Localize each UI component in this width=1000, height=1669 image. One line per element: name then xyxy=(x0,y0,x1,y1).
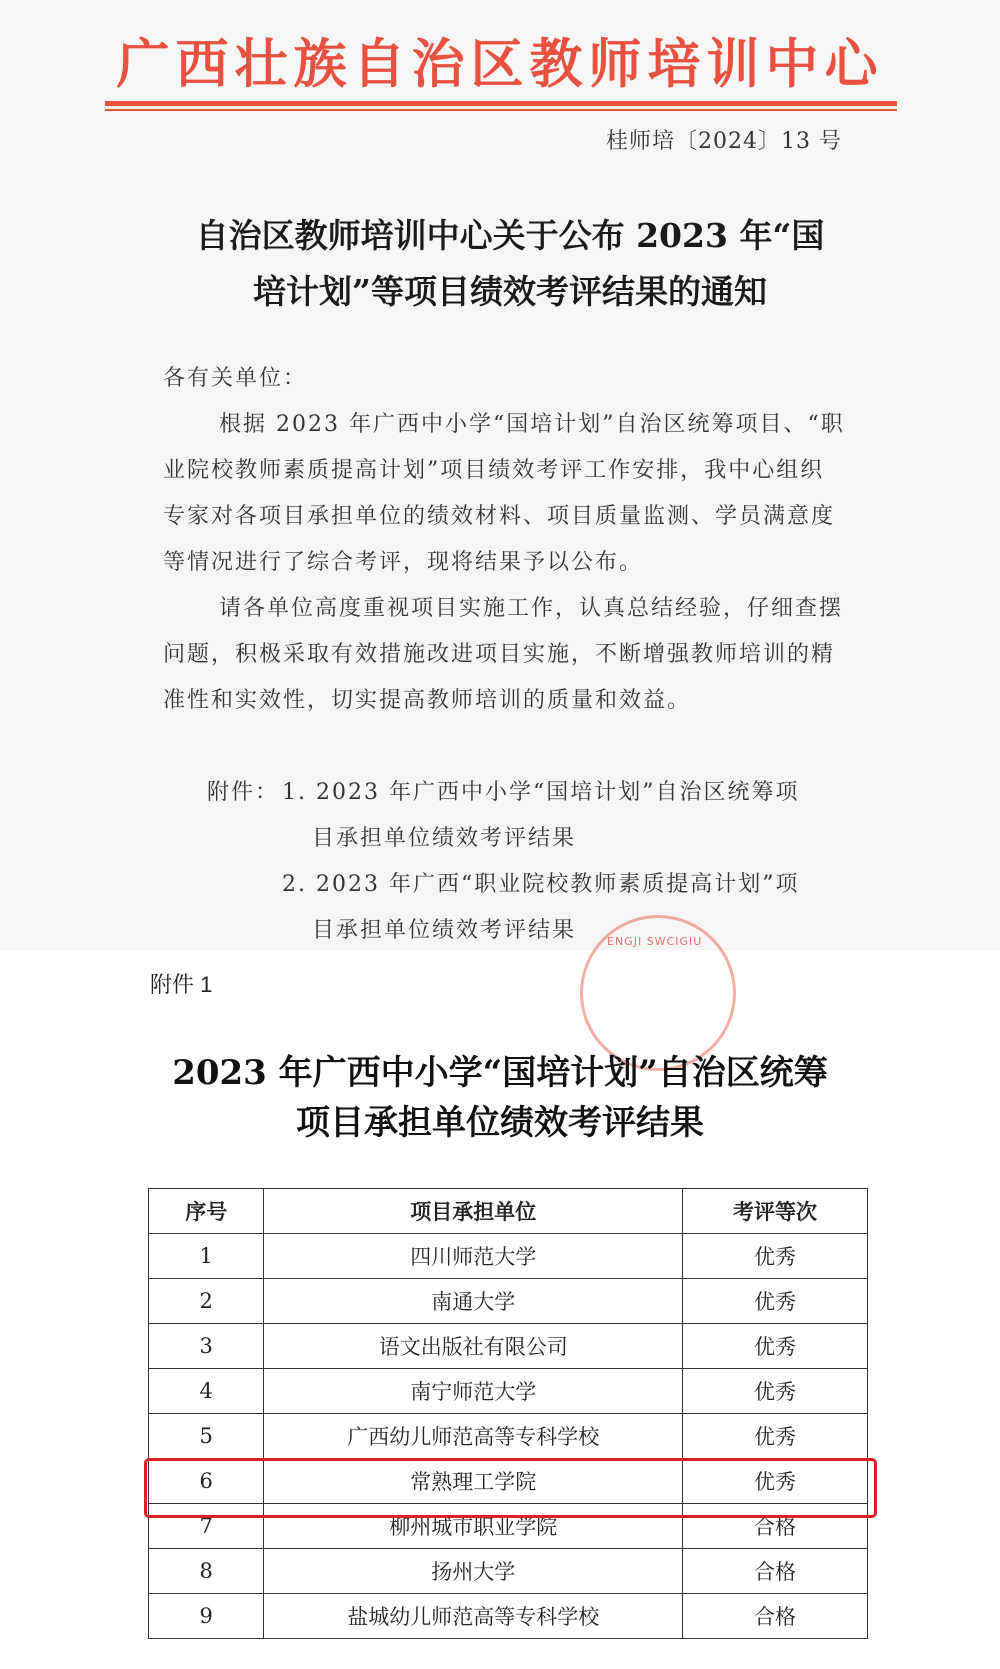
row-grade: 合格 xyxy=(682,1504,867,1549)
row-unit: 四川师范大学 xyxy=(264,1234,683,1279)
row-index: 5 xyxy=(149,1414,264,1459)
row-grade: 优秀 xyxy=(682,1414,867,1459)
row-grade: 优秀 xyxy=(682,1459,867,1504)
table-body xyxy=(149,1234,868,1639)
header-grade: 考评等次 xyxy=(682,1189,867,1234)
row-index: 8 xyxy=(149,1549,264,1594)
appendix-title-line2: 项目承担单位绩效考评结果 xyxy=(296,1103,704,1143)
row-unit: 南宁师范大学 xyxy=(264,1369,683,1414)
row-grade: 优秀 xyxy=(682,1369,867,1414)
row-unit: 南通大学 xyxy=(264,1279,683,1324)
attachment-1-line2: 目承担单位绩效考评结果 xyxy=(312,826,577,851)
row-index: 1 xyxy=(149,1234,264,1279)
appendix-title xyxy=(120,1048,880,1148)
table-row xyxy=(149,1594,868,1639)
table-row xyxy=(149,1324,868,1369)
row-unit: 常熟理工学院 xyxy=(264,1459,683,1504)
notice-title xyxy=(160,208,860,320)
row-grade: 合格 xyxy=(682,1594,867,1639)
paragraph-2: 请各单位高度重视项目实施工作，认真总结经验，仔细查摆问题，积极采取有效措施改进项目实施，不断增强教师培训的精准性和实效性，切实提高教师培训的质量和效益。 xyxy=(163,596,844,713)
row-unit: 柳州城市职业学院 xyxy=(264,1504,683,1549)
attachments-prefix: 附件： xyxy=(207,780,280,805)
paragraph-1: 根据 2023 年广西中小学“国培计划”自治区统筹项目、“职业院校教师素质提高计划”项目绩效考评工作安排，我中心组织专家对各项目承担单位的绩效材料、项目质量监测、学员满意度等情况进行了综合考评，现将结果予以公布。 xyxy=(163,412,845,575)
doc-number: 桂师培〔2024〕13 号 xyxy=(606,129,842,154)
table-header-row xyxy=(149,1189,868,1234)
row-unit: 盐城幼儿师范高等专科学校 xyxy=(264,1594,683,1639)
header-unit: 项目承担单位 xyxy=(264,1189,683,1234)
attachment-2-line2: 目承担单位绩效考评结果 xyxy=(312,918,577,943)
row-unit: 扬州大学 xyxy=(264,1549,683,1594)
header-index: 序号 xyxy=(149,1189,264,1234)
attachment-1-line1: 1. 2023 年广西中小学“国培计划”自治区统筹项 xyxy=(282,780,800,805)
row-index: 7 xyxy=(149,1504,264,1549)
appendix-label: 附件 1 xyxy=(150,972,213,997)
row-grade: 优秀 xyxy=(682,1234,867,1279)
notice-title-line1: 自治区教师培训中心关于公布 2023 年“国 xyxy=(195,216,825,255)
attachment-2-line1: 2. 2023 年广西“职业院校教师素质提高计划”项 xyxy=(282,872,800,897)
highlight-box xyxy=(144,1458,877,1518)
letterhead-rule-thin xyxy=(105,109,897,111)
letterhead-rule xyxy=(105,101,897,106)
table-row xyxy=(149,1414,868,1459)
row-index: 4 xyxy=(149,1369,264,1414)
salutation: 各有关单位： xyxy=(163,366,308,391)
row-unit: 广西幼儿师范高等专科学校 xyxy=(264,1414,683,1459)
letterhead: 广西壮族自治区教师培训中心 xyxy=(116,33,884,95)
row-unit: 语文出版社有限公司 xyxy=(264,1324,683,1369)
row-grade: 合格 xyxy=(682,1549,867,1594)
row-index: 6 xyxy=(149,1459,264,1504)
results-table xyxy=(148,1188,868,1639)
row-grade: 优秀 xyxy=(682,1279,867,1324)
table-row xyxy=(149,1234,868,1279)
table-row xyxy=(149,1279,868,1324)
row-index: 2 xyxy=(149,1279,264,1324)
seal-text: ENGJI SWCIGIU xyxy=(607,935,703,948)
row-grade: 优秀 xyxy=(682,1324,867,1369)
appendix-title-line1: 2023 年广西中小学“国培计划”自治区统筹 xyxy=(172,1053,828,1093)
row-index: 3 xyxy=(149,1324,264,1369)
notice-title-line2: 培计划”等项目绩效考评结果的通知 xyxy=(253,272,767,311)
table-row xyxy=(149,1369,868,1414)
table-row xyxy=(149,1549,868,1594)
row-index: 9 xyxy=(149,1594,264,1639)
